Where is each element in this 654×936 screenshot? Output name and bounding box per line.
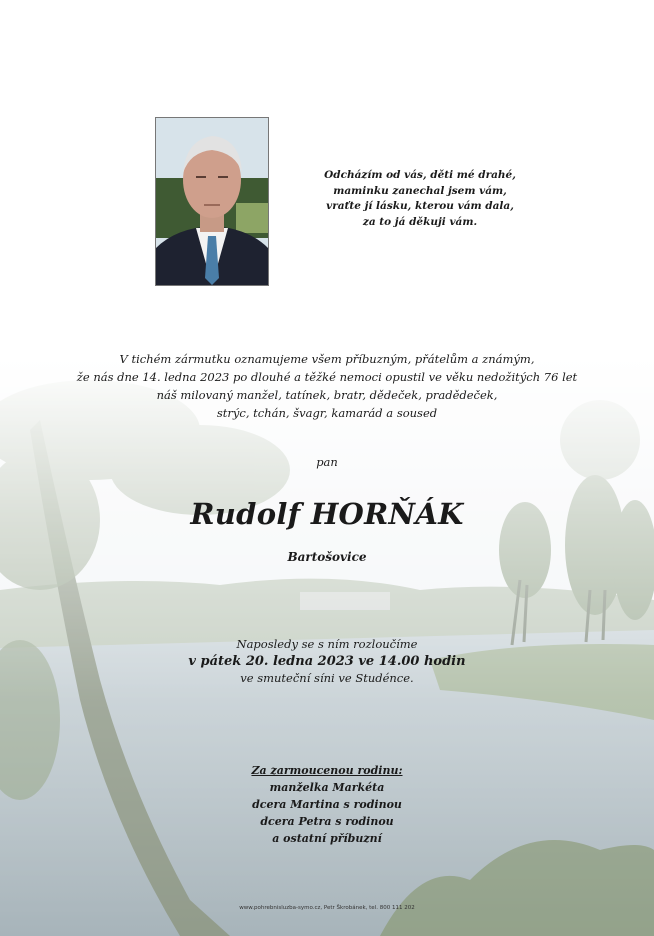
poem-line: vraťte jí lásku, kterou vám dala, (326, 200, 514, 212)
mourners-heading: Za zarmoucenou rodinu: (251, 764, 403, 777)
farewell-intro: Naposledy se s ním rozloučíme (236, 637, 418, 651)
mourner-name: a ostatní příbuzní (272, 832, 382, 845)
farewell-datetime: v pátek 20. ledna 2023 ve 14.00 hodin (188, 654, 466, 669)
announcement-line: V tichém zármutku oznamujeme všem příbuzným, přátelům a známým, (119, 352, 535, 366)
announcement (40, 350, 614, 422)
mourner-name: dcera Petra s rodinou (260, 815, 394, 828)
mourner-name: manželka Markéta (269, 781, 385, 794)
announcement-line: náš milovaný manžel, tatínek, bratr, dědeček, pradědeček, (156, 388, 498, 402)
announcement-line: strýc, tchán, švagr, kamarád a soused (216, 406, 438, 420)
announcement-line: že nás dne 14. ledna 2023 po dlouhé a těžké nemoci opustil ve věku nedožitých 76 let (76, 370, 578, 384)
poem (300, 168, 540, 230)
mourner-name: dcera Martina s rodinou (252, 798, 402, 811)
honorific: pan (316, 455, 338, 469)
farewell-location: ve smuteční síni ve Studénce. (240, 671, 414, 685)
footer-contact: www.pohrebnisluzba-symo.cz, Petr Škrobánek, tel. 800 111 202 (239, 905, 415, 911)
poem-line: Odcházím od vás, děti mé drahé, (324, 169, 516, 181)
mourners (0, 762, 654, 847)
portrait-photo (155, 117, 269, 286)
deceased-place: Bartošovice (287, 550, 367, 564)
farewell-info (0, 636, 654, 687)
deceased-name: Rudolf HORŇÁK (190, 497, 464, 531)
poem-line: za to já děkuji vám. (362, 215, 478, 228)
poem-line: maminku zanechal jsem vám, (333, 184, 507, 197)
